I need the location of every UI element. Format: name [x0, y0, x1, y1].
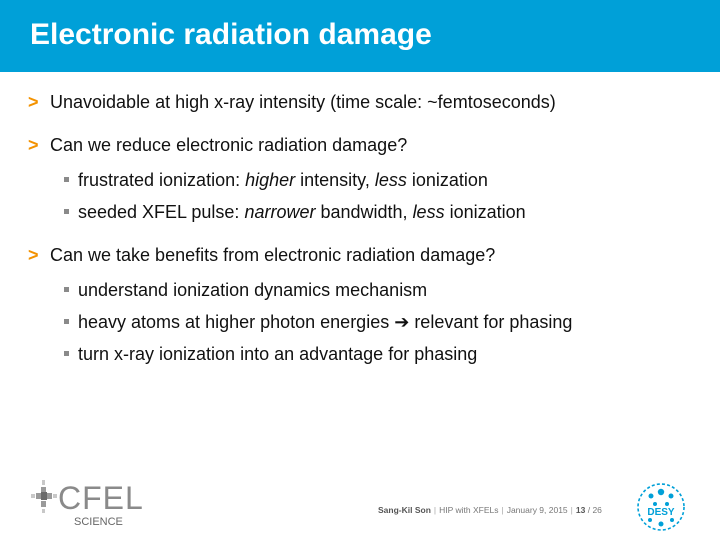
footer-separator: | [433, 505, 437, 515]
sub-text: ionization [406, 170, 488, 190]
arrow-right-icon: ➔ [394, 312, 410, 332]
footer-date: January 9, 2015 [506, 505, 568, 515]
bullet-2 [28, 135, 407, 156]
bullet-3 [28, 245, 495, 266]
desy-logo [636, 482, 686, 532]
footer-talk: HIP with XFELs [439, 505, 499, 515]
bullet-text: Unavoidable at high x-ray intensity (time scale: ~femtoseconds) [50, 92, 556, 112]
sub-emphasis: less [412, 202, 445, 222]
cfel-science-text: SCIENCE [74, 516, 123, 528]
bullet-text: Can we reduce electronic radiation damage? [50, 135, 408, 155]
sub-text: turn x-ray ionization into an advantage for phasing [78, 344, 478, 364]
sub-text: understand ionization dynamics mechanism [78, 280, 428, 300]
sub-text: intensity, [295, 170, 375, 190]
sub-text: seeded XFEL pulse: [78, 202, 245, 222]
square-bullet-icon [64, 177, 69, 182]
bullet-1 [28, 92, 556, 113]
desy-logo-text: DESY [647, 507, 675, 518]
bullet-marker: > [28, 245, 39, 265]
sub-text: ionization [444, 202, 526, 222]
square-bullet-icon [64, 319, 69, 324]
bullet-marker: > [28, 92, 39, 112]
cfel-logo-text: CFEL [58, 480, 144, 516]
sub-text: heavy atoms at higher photon energies [78, 312, 395, 332]
sub-bullet-2-1 [64, 170, 488, 191]
desy-mark-icon [636, 482, 686, 532]
footer-page-total: / 26 [587, 505, 602, 515]
sub-text: relevant for phasing [409, 312, 573, 332]
square-bullet-icon [64, 209, 69, 214]
sub-bullet-3-1 [64, 280, 427, 301]
sub-emphasis: less [374, 170, 407, 190]
footer-page-number: 13 [575, 505, 586, 515]
footer-separator: | [570, 505, 573, 515]
sub-text: frustrated ionization: [78, 170, 246, 190]
cfel-science-logo [28, 478, 144, 532]
bullet-text: Can we take benefits from electronic radiation damage? [50, 245, 496, 265]
slide-title: Electronic radiation damage [30, 18, 432, 51]
footer-separator: | [501, 505, 504, 515]
footer-author: Sang-Kil Son [378, 505, 431, 515]
cfel-mark-icon [28, 478, 62, 532]
title-bar [0, 0, 720, 72]
sub-text: bandwidth, [315, 202, 413, 222]
square-bullet-icon [64, 287, 69, 292]
sub-emphasis: higher [245, 170, 296, 190]
sub-bullet-3-3 [64, 344, 477, 365]
sub-bullet-3-2 [64, 312, 572, 333]
sub-emphasis: narrower [244, 202, 316, 222]
sub-bullet-2-2 [64, 202, 526, 223]
footer [378, 505, 602, 515]
bullet-marker: > [28, 135, 39, 155]
square-bullet-icon [64, 351, 69, 356]
